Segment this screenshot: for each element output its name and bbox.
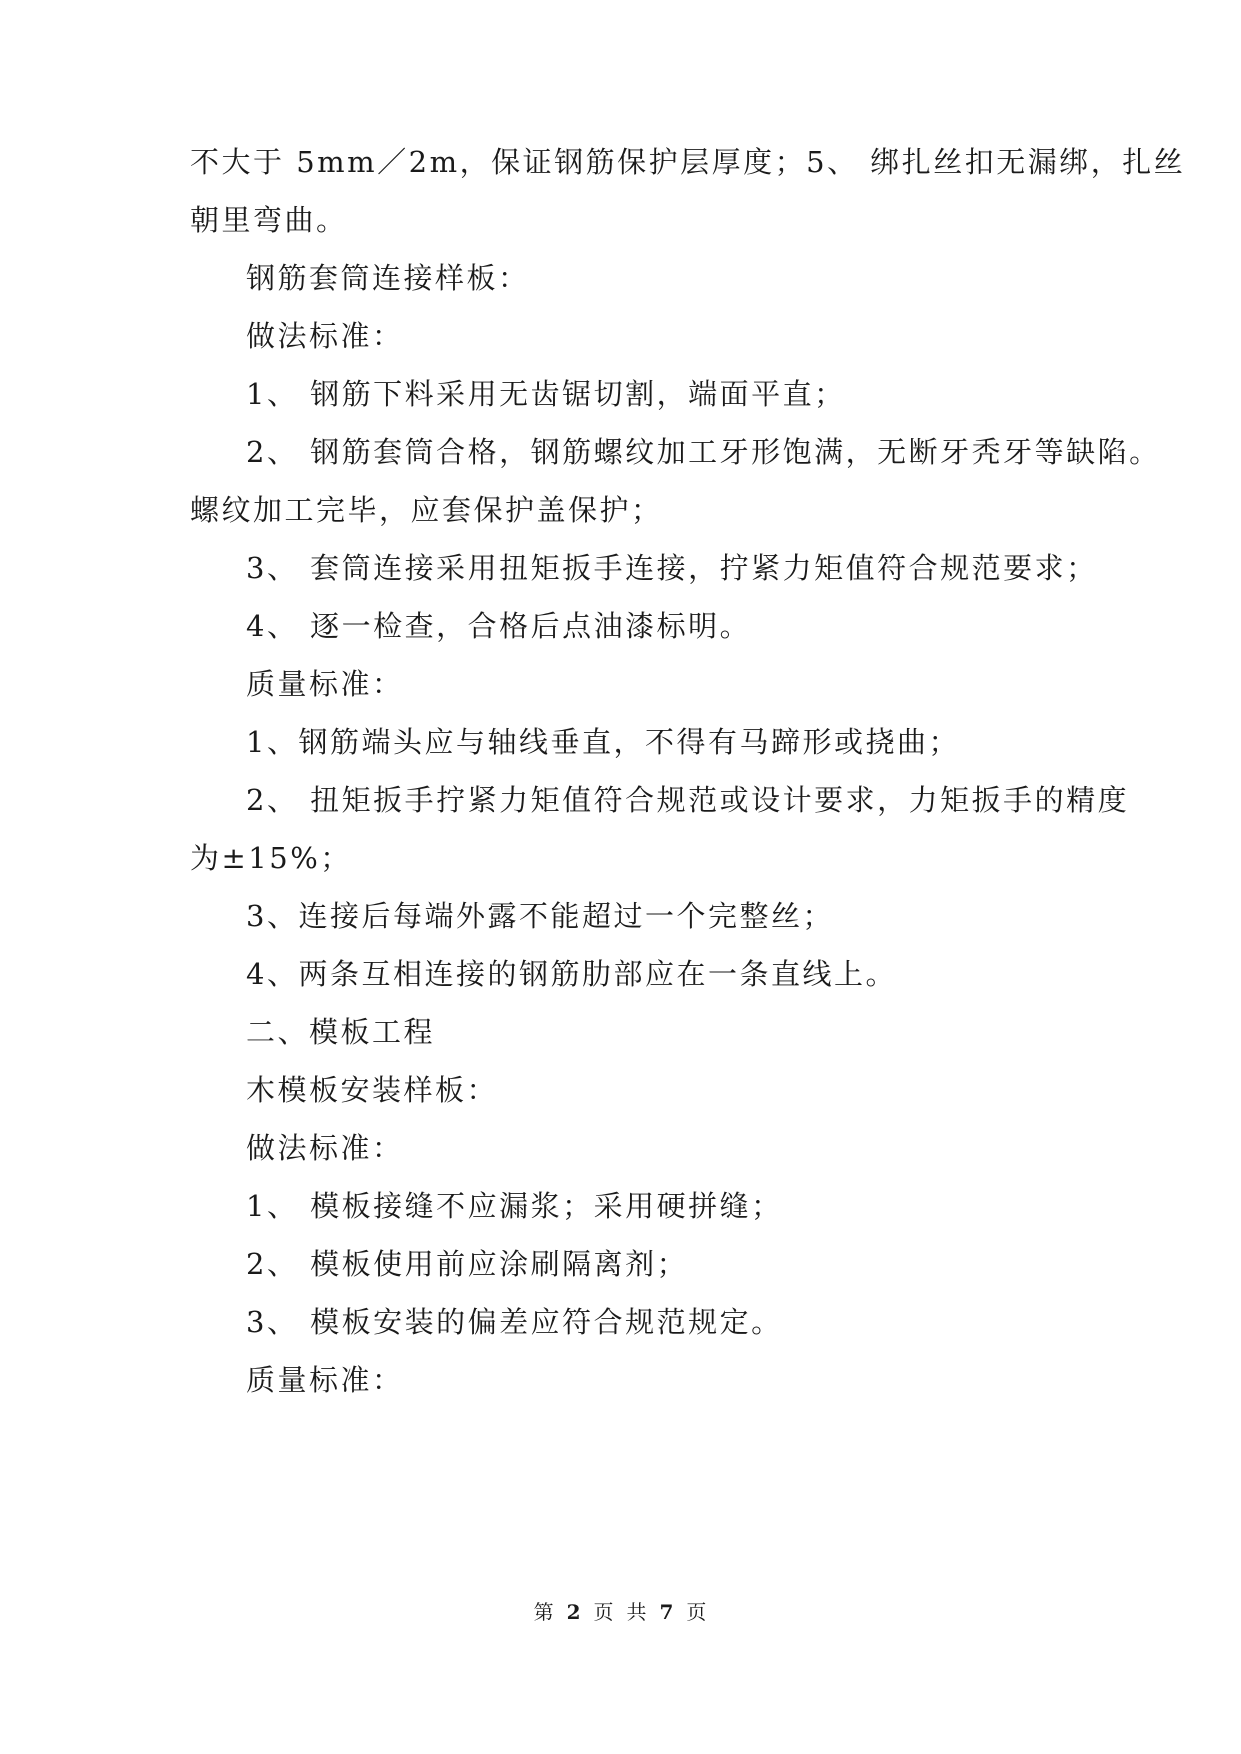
- footer-total-word: 共: [626, 1600, 648, 1624]
- list-item: 1、钢筋端头应与轴线垂直，不得有马蹄形或挠曲；: [246, 725, 960, 759]
- footer-prefix: 第: [533, 1600, 555, 1624]
- section-heading: 钢筋套筒连接样板：: [246, 261, 530, 295]
- body-line: 朝里弯曲。: [190, 203, 348, 237]
- current-page-number: 2: [566, 1600, 582, 1624]
- section-heading: 木模板安装样板：: [246, 1073, 499, 1107]
- list-item: 2、 扭矩扳手拧紧力矩值符合规范或设计要求，力矩扳手的精度: [246, 783, 1130, 817]
- body-line: 螺纹加工完毕，应套保护盖保护；: [190, 493, 663, 527]
- page-footer: [0, 1596, 1241, 1625]
- subheading: 做法标准：: [246, 1131, 404, 1165]
- footer-page-word: 页: [593, 1600, 615, 1624]
- list-item: 1、 钢筋下料采用无齿锯切割，端面平直；: [246, 377, 846, 411]
- footer-suffix: 页: [686, 1600, 708, 1624]
- list-item: 2、 钢筋套筒合格，钢筋螺纹加工牙形饱满，无断牙秃牙等缺陷。: [246, 435, 1161, 469]
- body-line: 为±15%；: [190, 841, 352, 875]
- list-item: 3、 套筒连接采用扭矩扳手连接，拧紧力矩值符合规范要求；: [246, 551, 1098, 585]
- subheading: 质量标准：: [246, 1363, 404, 1397]
- chapter-heading: 二、模板工程: [246, 1015, 436, 1049]
- list-item: 4、 逐一检查，合格后点油漆标明。: [246, 609, 752, 643]
- list-item: 1、 模板接缝不应漏浆；采用硬拼缝；: [246, 1189, 783, 1223]
- subheading: 质量标准：: [246, 667, 404, 701]
- list-item: 3、 模板安装的偏差应符合规范规定。: [246, 1305, 783, 1339]
- subheading: 做法标准：: [246, 319, 404, 353]
- body-line: 不大于 5mm／2m，保证钢筋保护层厚度；5、 绑扎丝扣无漏绑，扎丝: [190, 145, 1186, 179]
- list-item: 2、 模板使用前应涂刷隔离剂；: [246, 1247, 689, 1281]
- list-item: 4、两条互相连接的钢筋肋部应在一条直线上。: [246, 957, 897, 991]
- total-page-number: 7: [659, 1600, 675, 1624]
- list-item: 3、连接后每端外露不能超过一个完整丝；: [246, 899, 834, 933]
